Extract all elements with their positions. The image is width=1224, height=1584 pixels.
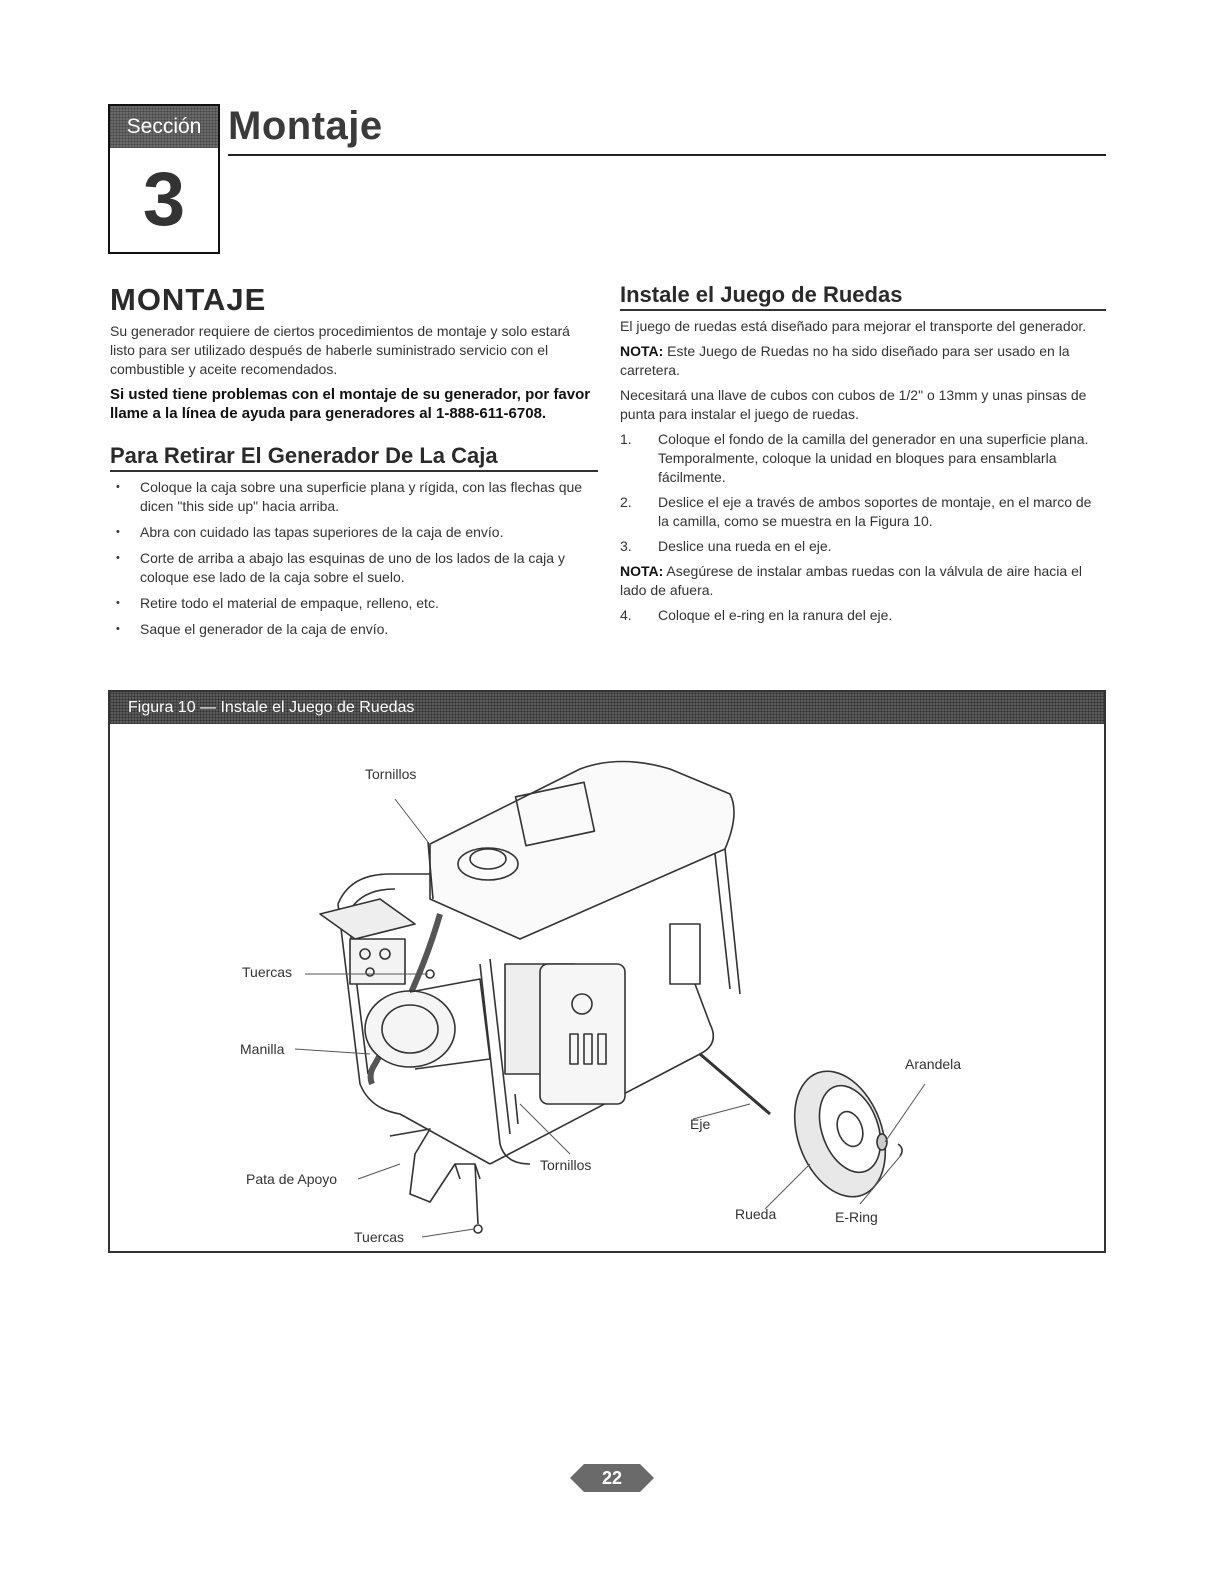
label-tornillos-top: Tornillos: [365, 766, 417, 782]
tools-needed: Necesitará una llave de cubos con cubos de 1/2" o 13mm y unas pinsas de punta para instalar el juego de ruedas.: [620, 387, 1087, 422]
note-label: NOTA:: [620, 343, 664, 359]
montaje-intro: Su generador requiere de ciertos procedimientos de montaje y solo estará listo para ser utilizado después de haberle suministrado servicio con el combustible y aceite recomendados.: [110, 323, 570, 377]
label-pata-de-apoyo: Pata de Apoyo: [246, 1171, 338, 1187]
page-number-badge: [570, 1458, 654, 1498]
label-rueda: Rueda: [735, 1206, 777, 1222]
generator-drawing: [320, 762, 902, 1234]
section-box: [108, 104, 220, 254]
list-item: • Corte de arriba a abajo las esquinas de uno de los lados de la caja y coloque ese lado de la caja sobre el suelo.: [110, 549, 598, 587]
left-column: [110, 282, 598, 646]
label-e-ring: E-Ring: [835, 1209, 878, 1225]
list-item: • Abra con cuidado las tapas superiores de la caja de envío.: [110, 523, 598, 542]
right-column: [620, 282, 1106, 631]
label-arandela: Arandela: [905, 1056, 962, 1072]
page-number: 22: [601, 1468, 623, 1488]
figure-frame: [108, 690, 1106, 1253]
section-number: 3: [142, 157, 186, 242]
step-number: 2.: [620, 494, 632, 510]
list-item: [620, 430, 1106, 487]
list-item: [620, 606, 1106, 625]
note-valve: [620, 562, 1106, 600]
list-item: [620, 537, 1106, 556]
figure-caption: Figura 10 — Instale el Juego de Ruedas: [110, 692, 1104, 724]
list-item: • Coloque la caja sobre una superficie plana y rígida, con las flechas que dicen "this side up" hacia arriba.: [110, 478, 598, 516]
note-text: Asegúrese de instalar ambas ruedas con la válvula de aire hacia el lado de afuera.: [620, 563, 1082, 598]
help-line: Si usted tiene problemas con el montaje de su generador, por favor llame a la línea de ayuda para generadores al 1-888-611-6708.: [110, 386, 591, 422]
step-number: 3.: [620, 538, 632, 554]
step-text: Coloque el fondo de la camilla del generador en una superficie plana. Temporalmente, coloque la unidad en bloques para ensamblarla fácilmente.: [658, 431, 1089, 485]
note-road: [620, 342, 1106, 380]
page-title: Montaje: [228, 104, 383, 148]
step-number: 1.: [620, 431, 632, 447]
label-tornillos-bottom: Tornillos: [540, 1157, 592, 1173]
wheel-kit-heading: Instale el Juego de Ruedas: [620, 282, 1106, 311]
remove-generator-heading: Para Retirar El Generador De La Caja: [110, 443, 598, 472]
note-text: Este Juego de Ruedas no ha sido diseñado para ser usado en la carretera.: [620, 343, 1070, 378]
wheel-kit-intro: El juego de ruedas está diseñado para mejorar el transporte del generador.: [620, 318, 1087, 334]
step-text: Coloque el e-ring en la ranura del eje.: [658, 607, 893, 623]
step-text: Deslice una rueda en el eje.: [658, 538, 832, 554]
title-rule: [228, 154, 1106, 156]
montaje-heading: MONTAJE: [110, 282, 267, 317]
label-tuercas-top: Tuercas: [242, 964, 293, 980]
step-text: Deslice el eje a través de ambos soportes de montaje, en el marco de la camilla, como se muestra en la Figura 10.: [658, 494, 1092, 529]
list-item: • Retire todo el material de empaque, relleno, etc.: [110, 594, 598, 613]
remove-steps-list: [110, 478, 598, 639]
label-eje: Eje: [690, 1116, 711, 1132]
label-manilla: Manilla: [240, 1041, 285, 1057]
section-label: Sección: [110, 106, 218, 148]
install-steps-list: [620, 430, 1106, 556]
note-label: NOTA:: [620, 563, 664, 579]
list-item: [620, 493, 1106, 531]
generator-illustration: [110, 724, 1104, 1251]
list-item: • Saque el generador de la caja de envío.: [110, 620, 598, 639]
install-steps-list-cont: [620, 606, 1106, 625]
step-number: 4.: [620, 607, 632, 623]
label-tuercas-bottom: Tuercas: [354, 1229, 405, 1245]
